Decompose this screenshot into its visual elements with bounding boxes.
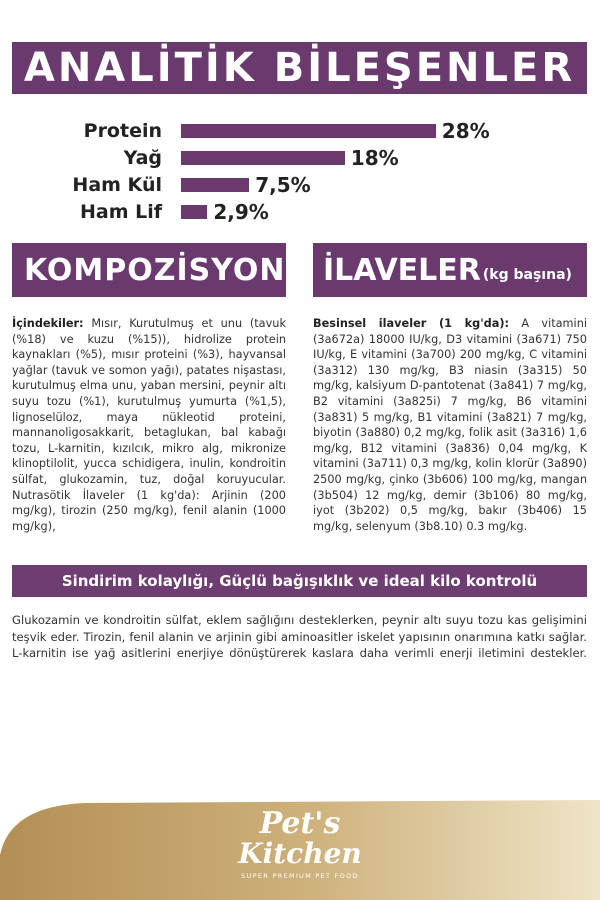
analytics-bar (181, 205, 207, 219)
additives-body: A vitamini (3a672a) 18000 IU/kg, D3 vitamini (3a671) 750 IU/kg, E vitamini (3a700) 200 mg/kg, C vitamini (3a312) 130 mg/kg, B3 niasin (3a315) 50 mg/kg, kalsiyum D-pantotenat (3a841) 7 mg/kg, B2 vitamini (3a825i) 7 mg/kg, B6 vitamini (3a831) 5 mg/kg, B1 vitamini (3a821) 7 mg/kg, biyotin (3a880) 0,2 mg/kg, folik asit (3a316) 1,6 mg/kg, B12 vitamini (3a836) 0,04 mg/kg, K vitamini (3a711) 0,3 mg/kg, kolin klorür (3a890) 2500 mg/kg, çinko (3b606) 100 mg/kg, mangan (3b504) 12 mg/kg, demir (3b106) 80 mg/kg, iyot (3b202) 0,5 mg/kg, bakır (3b406) 15 mg/kg, selenyum (3b8.10) 0.3 mg/kg. (313, 317, 587, 533)
logo-tagline: SUPER PREMIUM PET FOOD (241, 872, 359, 880)
analytics-row-yag (60, 145, 580, 172)
analytics-value: 7,5% (255, 173, 311, 197)
logo-line-1: Pet's (259, 806, 341, 841)
composition-text (12, 316, 286, 534)
analytics-bar (181, 151, 345, 165)
composition-heading: KOMPOZİSYON (12, 243, 286, 297)
additives-heading (313, 243, 587, 297)
additives-lead: Besinsel ilaveler (1 kg'da): (313, 317, 510, 330)
benefits-paragraph: Glukozamin ve kondroitin sülfat, eklem sağlığını desteklerken, peynir altı suyu tozu kas gelişimini teşvik eder. Tirozin, fenil alanin ve arjinin gibi aminoasitler iskelet yapısının onarımına katkı sağlar. L-karnitin ise yağ asitlerini enerjiye dönüştürerek kaslara daha verimli enerji iletimini destekler. (12, 613, 587, 660)
analytics-value: 2,9% (213, 200, 269, 224)
composition-body: Mısır, Kurutulmuş et unu (tavuk (%18) ve kuzu (%15)), hidrolize protein kaynakları (%5), mısır proteini (%3), hayvansal yağlar (tavuk ve somon yağı), patates nişastası, kurutulmuş elma unu, yaban mersini, peynir altı suyu tozu (%1), kurutulmuş yumurta (%1,5), lignoselüloz, maya nükleotid proteini, mannanoligosakkarit, betaglukan, bal kabağı tozu, L-karnitin, kızılcık, mikro alg, mikronize klinoptilolit, yucca schidigera, inulin, kondroitin sülfat, glukozamin, tuz, doğal koruyucular. Nutrasötik İlaveler (1 kg'da): Arjinin (200 mg/kg), tirozin (250 mg/kg), fenil alanin (1000 mg/kg), (12, 317, 286, 533)
additives-heading-text: İLAVELER (323, 252, 481, 288)
analytics-label: Protein (83, 120, 162, 142)
analytics-value: 18% (350, 146, 399, 170)
analytics-row-protein (60, 118, 580, 145)
analytics-bar (181, 178, 249, 192)
analytics-bar (181, 124, 436, 138)
analytics-label: Ham Lif (79, 201, 162, 223)
additives-heading-subtext: (kg başına) (482, 267, 572, 283)
analytics-label: Ham Kül (72, 174, 162, 196)
slogan-banner: Sindirim kolaylığı, Güçlü bağışıklık ve ideal kilo kontrolü (12, 565, 587, 597)
analytics-bar-list (60, 118, 580, 226)
analytics-row-ham-lif (60, 199, 580, 226)
analytics-value: 28% (441, 119, 490, 143)
page-title: ANALİTİK BİLEŞENLER (12, 42, 587, 94)
analytics-label: Yağ (123, 147, 162, 169)
analytics-row-ham-kul (60, 172, 580, 199)
brand-logo (230, 808, 370, 896)
additives-text (313, 316, 587, 534)
logo-line-2: Kitchen (238, 837, 362, 870)
composition-lead: İçindekiler: (12, 317, 84, 330)
